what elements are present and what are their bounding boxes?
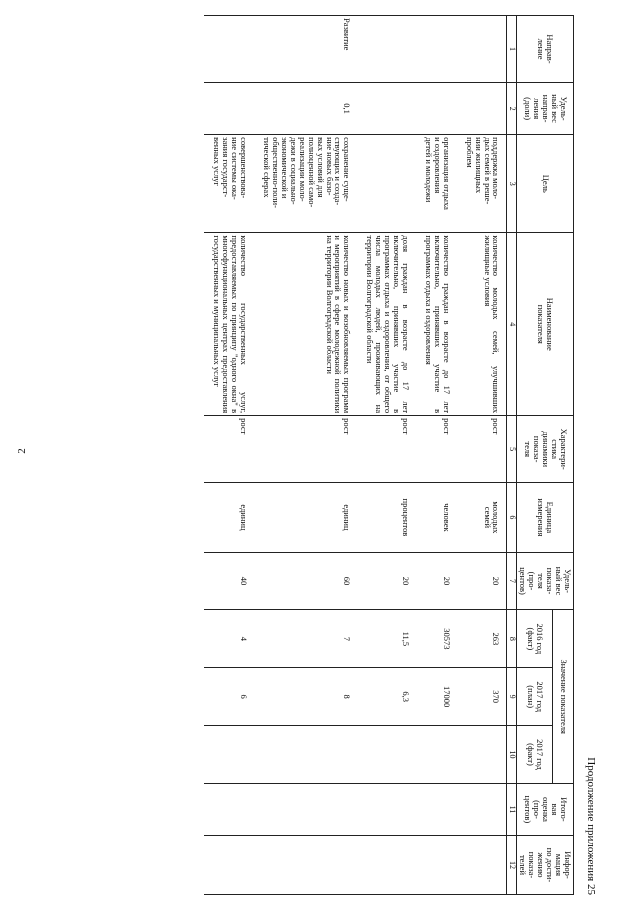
column-number: 10 xyxy=(507,726,517,784)
cell-plan-2017: 370 xyxy=(457,668,507,726)
cell-info xyxy=(254,835,357,894)
cell-indicator: количество государственных услуг, предоставляемых по принципу "одного окна" в многофункциональных центрах предоставления государственных и муниципальных услуг xyxy=(205,233,255,416)
table-row xyxy=(205,16,255,895)
cell-unit: молодых семей xyxy=(457,483,507,552)
cell-weight xyxy=(357,83,416,135)
header-2017-plan: 2017 год (план) xyxy=(517,668,553,726)
column-number: 8 xyxy=(507,610,517,668)
table-row xyxy=(416,16,457,895)
cell-info xyxy=(357,835,416,894)
header-goal: Цель xyxy=(517,135,574,233)
header-2017-fact: 2017 год (факт) xyxy=(517,726,553,784)
cell-weight xyxy=(205,83,255,135)
cell-direction xyxy=(357,16,416,83)
column-number: 6 xyxy=(507,483,517,552)
cell-indicator: количество новых и возобновляемых программ и мероприятий в сфере молодежной политики на территории Волгоградской области xyxy=(254,233,357,416)
column-number: 7 xyxy=(507,552,517,610)
cell-direction: Развитие xyxy=(254,16,357,83)
cell-fact-2016: 4 xyxy=(205,610,255,668)
column-number: 9 xyxy=(507,668,517,726)
column-number: 2 xyxy=(507,83,517,135)
cell-goal: сохранение суще- ствующих и созда- ние новых базо- вых условий для полноценной само- реализации моло- дежи в социально- экономической и общественно-поли- тической сферах xyxy=(254,135,357,233)
cell-fact-2016: 263 xyxy=(457,610,507,668)
table-row xyxy=(357,16,416,895)
header-direction: Направ- ление xyxy=(517,16,574,83)
header-2016-fact: 2016 год (факт) xyxy=(517,610,553,668)
column-number: 3 xyxy=(507,135,517,233)
cell-weight xyxy=(457,83,507,135)
cell-total xyxy=(254,783,357,835)
cell-share: 20 xyxy=(457,552,507,610)
cell-fact-2016: 11,5 xyxy=(357,610,416,668)
cell-share: 20 xyxy=(357,552,416,610)
cell-share: 40 xyxy=(205,552,255,610)
cell-direction xyxy=(457,16,507,83)
cell-total xyxy=(205,783,255,835)
cell-fact-2016: 30573 xyxy=(416,610,457,668)
header-unit: Единица измерения xyxy=(517,483,574,552)
column-number: 5 xyxy=(507,416,517,483)
cell-total xyxy=(457,783,507,835)
indicators-table xyxy=(205,15,575,895)
header-indicator-weight: Удель- ный вес показа- теля (про- центов) xyxy=(517,552,574,610)
cell-goal: организация отдыха и оздоровления детей и молодежи xyxy=(416,135,457,233)
cell-total xyxy=(357,783,416,835)
table-row xyxy=(254,16,357,895)
cell-direction xyxy=(205,16,255,83)
cell-info xyxy=(416,835,457,894)
cell-plan-2017: 6,3 xyxy=(357,668,416,726)
cell-goal: совершенствова- ние системы ока- зания государст- венных услуг xyxy=(205,135,255,233)
column-number: 1 xyxy=(507,16,517,83)
header-indicator-value: Значение показателя xyxy=(553,610,574,783)
column-numbers-row xyxy=(507,16,517,895)
cell-dynamics: рост xyxy=(205,416,255,483)
table-row xyxy=(457,16,507,895)
cell-total xyxy=(416,783,457,835)
rotated-page xyxy=(41,15,596,895)
cell-indicator: количество молодых семей, улучшивших жилищные условия xyxy=(457,233,507,416)
cell-share: 60 xyxy=(254,552,357,610)
column-number: 4 xyxy=(507,233,517,416)
cell-weight: 0,1 xyxy=(254,83,357,135)
cell-goal xyxy=(357,135,416,233)
cell-info xyxy=(205,835,255,894)
header-indicator-name: Наименование показателя xyxy=(517,233,574,416)
cell-dynamics: рост xyxy=(416,416,457,483)
cell-indicator: доля граждан в возрасте до 17 лет включительно, принявших участие в программах отдыха и оздоровления, от общего числа молодых людей, проживающих на территории Волгоградской области xyxy=(357,233,416,416)
cell-goal: поддержка моло- дых семей в реше- нии жилищных проблем xyxy=(457,135,507,233)
cell-fact-2017 xyxy=(357,726,416,784)
cell-fact-2016: 7 xyxy=(254,610,357,668)
cell-indicator: количество граждан в возрасте до 17 лет включительно, принявших участие в программах отдыха и оздоровления xyxy=(416,233,457,416)
cell-weight xyxy=(416,83,457,135)
continuation-title: Продолжение приложения 25 xyxy=(585,757,597,895)
header-total-score: Итого- вая оценка (про- центов) xyxy=(517,783,574,835)
cell-plan-2017: 17000 xyxy=(416,668,457,726)
cell-dynamics: рост xyxy=(357,416,416,483)
cell-fact-2017 xyxy=(205,726,255,784)
cell-dynamics: рост xyxy=(254,416,357,483)
cell-plan-2017: 6 xyxy=(205,668,255,726)
cell-unit: единиц xyxy=(205,483,255,552)
column-number: 12 xyxy=(507,835,517,894)
cell-fact-2017 xyxy=(457,726,507,784)
cell-unit: процентов xyxy=(357,483,416,552)
cell-info xyxy=(457,835,507,894)
cell-unit: единиц xyxy=(254,483,357,552)
cell-fact-2017 xyxy=(416,726,457,784)
cell-fact-2017 xyxy=(254,726,357,784)
cell-direction xyxy=(416,16,457,83)
column-number: 11 xyxy=(507,783,517,835)
page-number: 2 xyxy=(16,448,28,454)
cell-dynamics: рост xyxy=(457,416,507,483)
cell-plan-2017: 8 xyxy=(254,668,357,726)
header-dynamics: Характери- стика динамики показа- теля xyxy=(517,416,574,483)
header-achievement-info: Инфор- мация по дости- жению показа- телей xyxy=(517,835,574,894)
cell-unit: человек xyxy=(416,483,457,552)
header-direction-weight: Удель- ный вес направ- ления (доли) xyxy=(517,83,574,135)
cell-share: 20 xyxy=(416,552,457,610)
